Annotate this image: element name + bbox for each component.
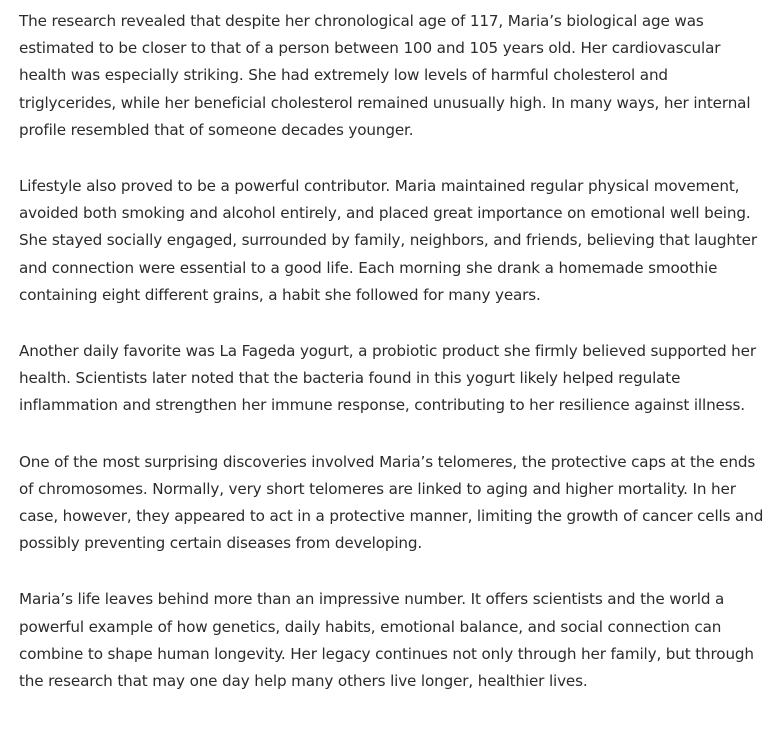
paragraph-telomeres: One of the most surprising discoveries involved Maria’s telomeres, the protective caps at the ends of chromosomes. Normally, very short telomeres are linked to aging and higher mortality. In her case, however, they appeared to act in a protective manner, limiting the growth of cancer cells and possibly preventing certain diseases from developing. — [19, 452, 764, 553]
paragraph-yogurt: Another daily favorite was La Fageda yogurt, a probiotic product she firmly believed supported her health. Scientists later noted that the bacteria found in this yogurt likely helped regulate inflammation and strengthen her immune response, contributing to her resilience against illness. — [19, 342, 756, 415]
paragraph-biological-age: The research revealed that despite her chronological age of 117, Maria’s biological age was estimated to be closer to that of a person between 100 and 105 years old. Her cardiovascular health was especially striking. She had extremely low levels of harmful cholesterol and triglycerides, while her beneficial cholesterol remained unusually high. In many ways, her internal profile resembled that of someone decades younger. — [19, 12, 751, 139]
article-body — [19, 8, 767, 695]
paragraph-lifestyle: Lifestyle also proved to be a powerful contributor. Maria maintained regular physical movement, avoided both smoking and alcohol entirely, and placed great importance on emotional well being. She stayed socially engaged, surrounded by family, neighbors, and friends, believing that laughter and connection were essential to a good life. Each morning she drank a homemade smoothie containing eight different grains, a habit she followed for many years. — [19, 177, 757, 304]
paragraph-legacy: Maria’s life leaves behind more than an impressive number. It offers scientists and the world a powerful example of how genetics, daily habits, emotional balance, and social connection can combine to shape human longevity. Her legacy continues not only through her family, but through the research that may one day help many others live longer, healthier lives. — [19, 590, 754, 691]
